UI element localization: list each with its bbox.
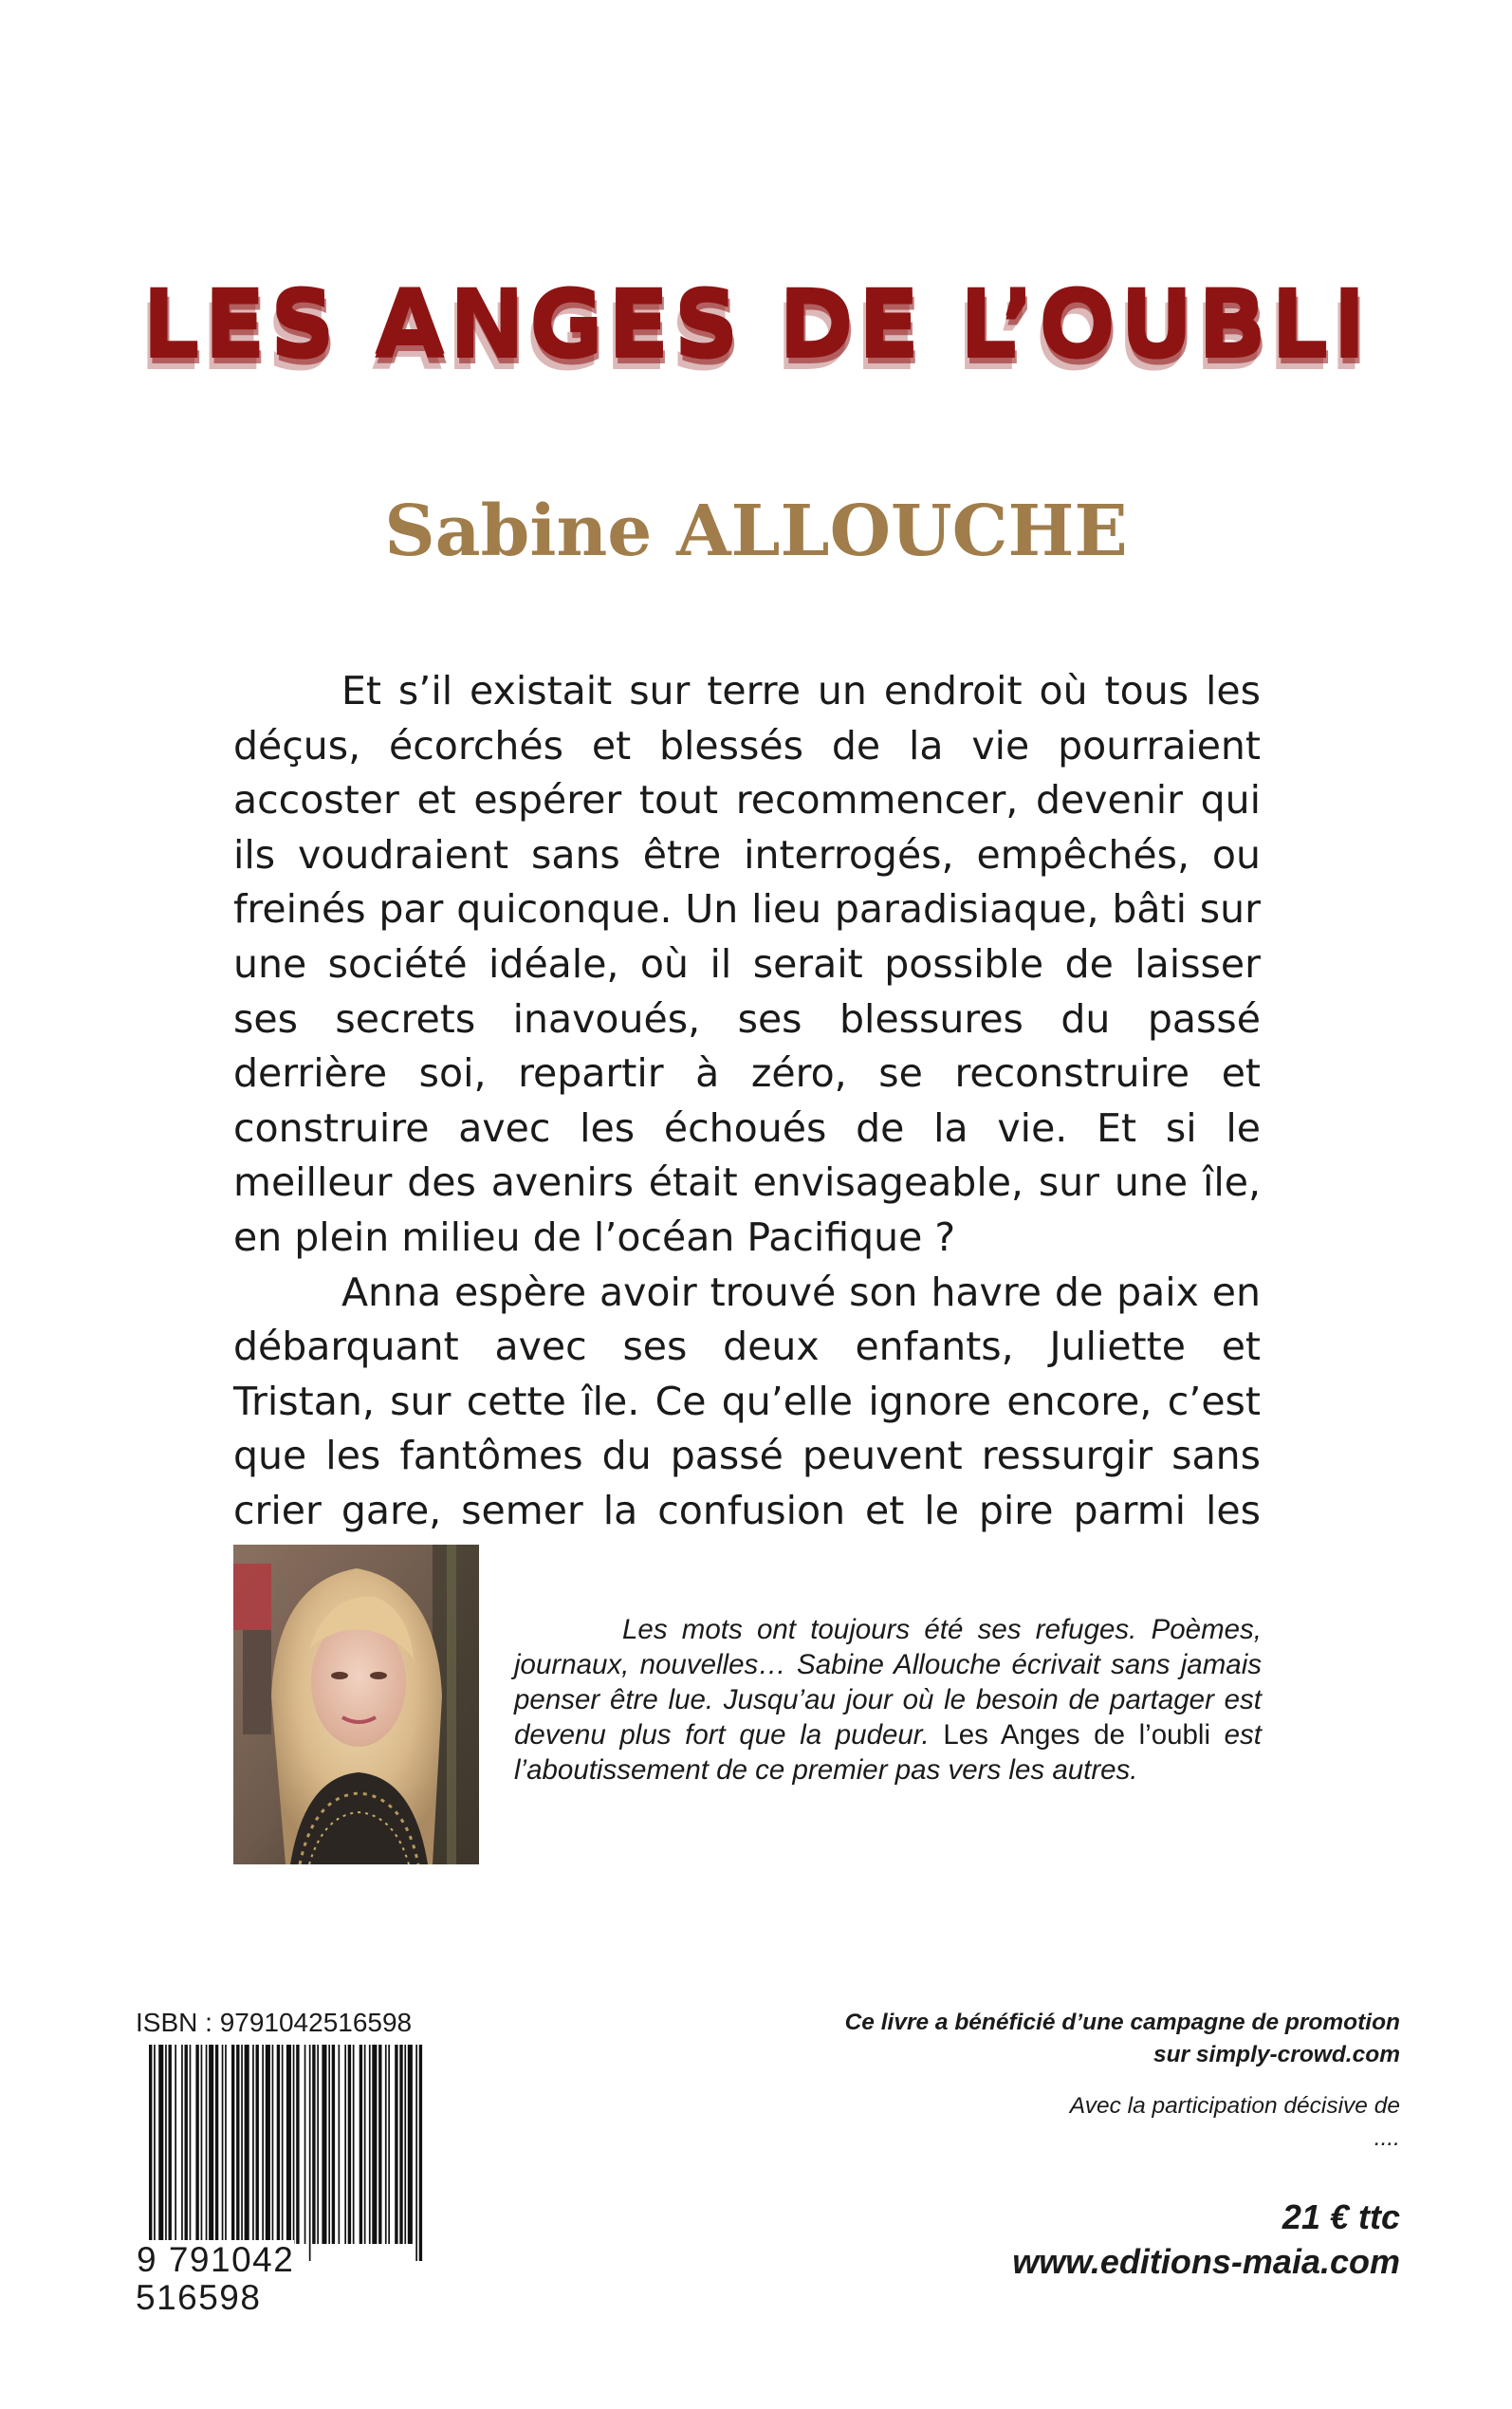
barcode-bar: [165, 2045, 167, 2244]
barcode-bar: [385, 2045, 387, 2244]
barcode-digits-text: 9 791042 516598: [136, 2240, 295, 2317]
barcode-bar: [388, 2045, 390, 2244]
barcode-bar: [312, 2045, 315, 2244]
promo-text: [736, 2007, 1400, 2071]
barcode-bar: [236, 2045, 239, 2244]
barcode-bar: [158, 2045, 163, 2244]
participation-line: Avec la participation décisive de: [1069, 2093, 1400, 2119]
barcode-bar: [185, 2045, 188, 2244]
barcode-bar: [339, 2045, 341, 2244]
barcode-bar: [252, 2045, 254, 2244]
barcode-bar: [277, 2045, 280, 2244]
barcode-bar: [372, 2045, 377, 2244]
barcode-bar: [309, 2045, 311, 2261]
barcode-bar: [272, 2045, 274, 2244]
barcode-bar: [408, 2045, 413, 2244]
barcode-bar: [190, 2045, 192, 2244]
barcode-bar: [317, 2045, 319, 2244]
barcode-bar: [256, 2045, 259, 2244]
barcode-bar: [332, 2045, 335, 2244]
barcode-bar: [419, 2045, 422, 2261]
barcode-bar: [353, 2045, 355, 2244]
book-title: LES ANGES DE L’OUBLI: [141, 269, 1371, 376]
barcode-bar: [282, 2045, 284, 2244]
barcode-bar: [293, 2045, 295, 2244]
barcode-bar: [395, 2045, 397, 2244]
barcode-bar: [175, 2045, 176, 2244]
barcode-bar: [415, 2045, 417, 2261]
bio-text: Les mots ont toujours été ses refuges. Poèmes, journaux, nouvelles… Sabine Allouche écrivait sans jamais penser être lue. Jusqu’au jour où le besoin de partager est devenu plus fort que la pudeur.: [514, 1614, 1262, 1751]
barcode-bar: [245, 2045, 249, 2244]
participation-text: [736, 2090, 1400, 2155]
barcode-bar: [231, 2045, 234, 2244]
barcode-bar: [195, 2045, 198, 2244]
bio-text: est l’aboutissement de ce premier pas vers les autres.: [514, 1719, 1262, 1786]
barcode-bar: [286, 2045, 291, 2244]
barcode-bar: [222, 2045, 224, 2244]
barcode-bar: [304, 2045, 306, 2244]
barcode-bar: [296, 2045, 299, 2244]
barcode-bar: [169, 2045, 172, 2244]
barcode-bar: [404, 2045, 406, 2244]
isbn-label: ISBN : 9791042516598: [136, 2008, 413, 2037]
barcode-bar: [369, 2045, 371, 2244]
author-name: Sabine ALLOUCHE: [384, 491, 1128, 572]
synopsis-paragraph: Et s’il existait sur terre un endroit où tous les déçus, écorchés et blessés de la vie pourraient accoster et espérer tout recommencer, devenir qui ils voudraient sans être interrogés, empêchés, ou freinés par quiconque. Un lieu paradisiaque, bâti sur une société idéale, où il serait possible de laisser ses secrets inavoués, ses blessures du passé derrière soi, repartir à zéro, se reconstruire et construire avec les échoués de la vie. Et si le meilleur des avenirs était envisageable, sur une île, en plein milieu de l’océan Pacifique ?: [233, 668, 1261, 1260]
synopsis-paragraph: Anna espère avoir trouvé son havre de paix en débarquant avec ses deux enfants, Juliette et Tristan, sur cette île. Ce qu’elle ignore encore, c’est que les fantômes du passé peuvent ressurgir sans crier gare, semer la confusion et le pire parmi les: [233, 1269, 1261, 1533]
barcode-bar: [364, 2045, 366, 2244]
barcode-bar: [181, 2045, 183, 2244]
bio-book-reference: Les Anges de l’oubli: [929, 1719, 1225, 1751]
barcode-bar: [399, 2045, 402, 2244]
barcode-bar: [266, 2045, 270, 2244]
barcode-bar: [348, 2045, 351, 2244]
barcode-bar: [378, 2045, 381, 2244]
barcode-bar: [215, 2045, 218, 2244]
barcode: [136, 2045, 430, 2268]
barcode-digits: [136, 2241, 430, 2317]
price: 21 € ttc: [1282, 2197, 1400, 2236]
publisher-website[interactable]: www.editions-maia.com: [1012, 2242, 1400, 2281]
barcode-bar: [225, 2045, 227, 2244]
barcode-bar: [209, 2045, 213, 2244]
author-bio: [514, 1612, 1262, 1788]
barcode-bar: [149, 2045, 152, 2261]
promo-line: Ce livre a bénéficié d’une campagne de promotion: [844, 2010, 1400, 2035]
barcode-bar: [262, 2045, 264, 2244]
barcode-bar: [344, 2045, 346, 2244]
promo-line: sur simply-crowd.com: [1152, 2042, 1400, 2067]
author-photo: [233, 1545, 479, 1864]
barcode-bar: [322, 2045, 326, 2244]
barcode-bar: [360, 2045, 362, 2244]
participation-line: ....: [1374, 2125, 1400, 2151]
barcode-bar: [241, 2045, 243, 2244]
barcode-bar: [201, 2045, 203, 2244]
synopsis: [233, 664, 1261, 1593]
barcode-bar: [328, 2045, 330, 2244]
barcode-bar: [206, 2045, 208, 2244]
barcode-bar: [154, 2045, 156, 2244]
